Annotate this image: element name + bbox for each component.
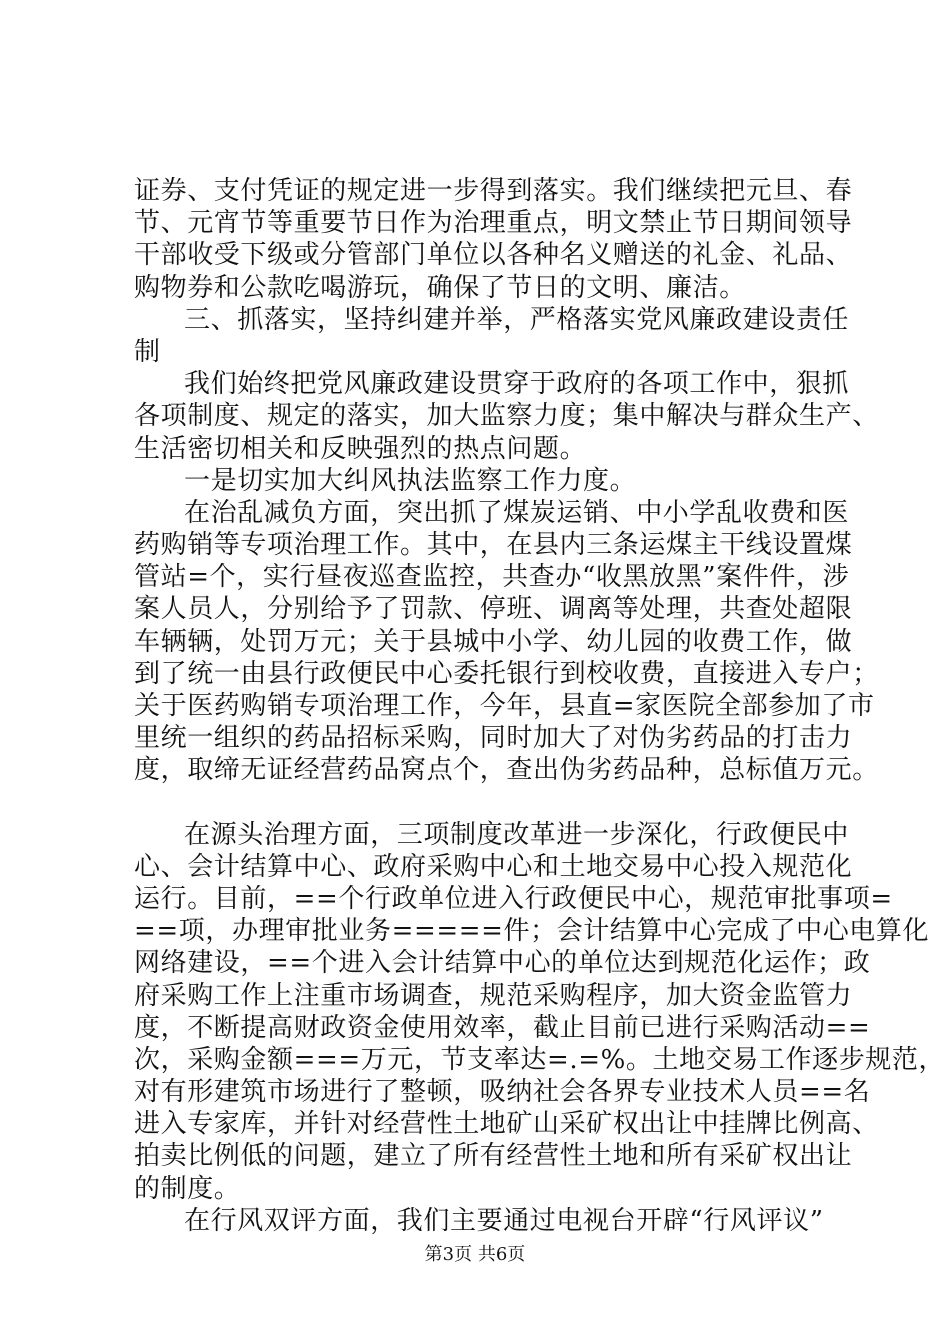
text-line: 药购销等专项治理工作。其中，在县内三条运煤主干线设置煤 xyxy=(134,530,853,561)
text-line: 案人员人，分别给予了罚款、停班、调离等处理，共查处超限 xyxy=(134,594,853,625)
section-heading-continued: 制 xyxy=(134,336,161,367)
page-number-footer: 第3页 共6页 xyxy=(424,1244,526,1265)
text-line: 对有形建筑市场进行了整顿，吸纳社会各界专业技术人员==名 xyxy=(134,1077,871,1108)
text-line: 各项制度、规定的落实，加大监察力度；集中解决与群众生产、 xyxy=(134,401,879,432)
blank-line xyxy=(134,787,824,819)
text-line: 的制度。 xyxy=(134,1173,241,1204)
text-line: 府采购工作上注重市场调查，规范采购程序，加大资金监管力 xyxy=(134,980,853,1011)
text-line: 度，取缔无证经营药品窝点个，查出伪劣药品种，总标值万元。 xyxy=(134,755,879,786)
text-line: 节、元宵节等重要节日作为治理重点，明文禁止节日期间领导 xyxy=(134,208,853,239)
text-line: 里统一组织的药品招标采购，同时加大了对伪劣药品的打击力 xyxy=(134,723,853,754)
text-line: 运行。目前，==个行政单位进入行政便民中心，规范审批事项= xyxy=(134,883,893,914)
text-line: 车辆辆，处罚万元；关于县城中小学、幼儿园的收费工作，做 xyxy=(134,626,853,657)
text-line: 次，采购金额===万元，节支率达=.=%。土地交易工作逐步规范， xyxy=(134,1044,946,1075)
paragraph-start: 在源头治理方面，三项制度改革进一步深化，行政便民中 xyxy=(184,819,850,850)
text-line: 拍卖比例低的问题，建立了所有经营性土地和所有采矿权出让 xyxy=(134,1141,853,1172)
document-body xyxy=(134,175,946,1237)
text-line: 生活密切相关和反映强烈的热点问题。 xyxy=(134,433,587,464)
text-line: 度，不断提高财政资金使用效率，截止目前已进行采购活动== xyxy=(134,1012,871,1043)
paragraph-start: 在治乱减负方面，突出抓了煤炭运销、中小学乱收费和医 xyxy=(184,497,850,528)
text-line: 购物券和公款吃喝游玩，确保了节日的文明、廉洁。 xyxy=(134,272,746,303)
text-line: 管站=个，实行昼夜巡查监控，共查办“收黑放黑”案件件，涉 xyxy=(134,562,850,593)
text-line: 证券、支付凭证的规定进一步得到落实。我们继续把元旦、春 xyxy=(134,176,853,206)
paragraph-start: 我们始终把党风廉政建设贯穿于政府的各项工作中，狠抓 xyxy=(184,369,850,400)
text-line: 进入专家库，并针对经营性土地矿山采矿权出让中挂牌比例高、 xyxy=(134,1109,879,1140)
text-line: 干部收受下级或分管部门单位以各种名义赠送的礼金、礼品、 xyxy=(134,240,853,271)
text-line: 心、会计结算中心、政府采购中心和土地交易中心投入规范化 xyxy=(134,851,853,882)
text-line: ==项，办理审批业务=====件；会计结算中心完成了中心电算化 xyxy=(134,916,930,947)
subheading: 一是切实加大纠风执法监察工作力度。 xyxy=(184,465,637,496)
section-heading: 三、抓落实，坚持纠建并举，严格落实党风廉政建设责任 xyxy=(184,304,850,335)
text-line: 网络建设，==个进入会计结算中心的单位达到规范化运作；政 xyxy=(134,948,871,979)
text-line: 到了统一由县行政便民中心委托银行到校收费，直接进入专户； xyxy=(134,658,879,689)
paragraph-start: 在行风双评方面，我们主要通过电视台开辟“行风评议” xyxy=(184,1205,824,1236)
text-line: 关于医药购销专项治理工作，今年，县直=家医院全部参加了市 xyxy=(134,691,875,721)
